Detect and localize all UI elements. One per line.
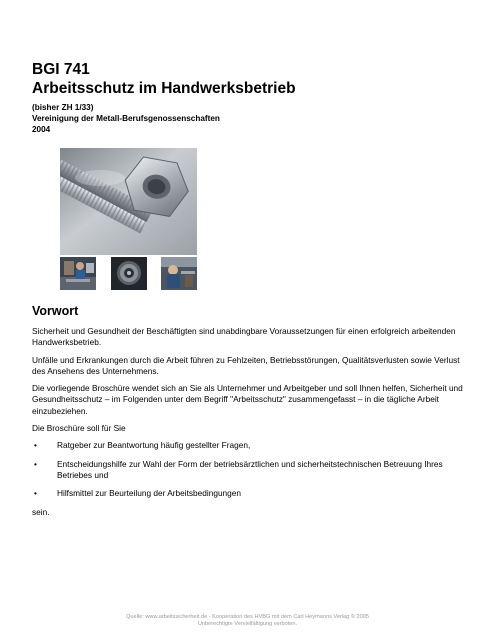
document-title: Arbeitsschutz im Handwerksbetrieb bbox=[32, 80, 296, 97]
page-footer bbox=[0, 614, 495, 628]
paragraph: Die vorliegende Broschüre wendet sich an Sie als Unternehmer und Arbeitgeber und soll Ihnen helfen, Sicherheit und Gesundheitsschutz – im Folgenden unter dem Begriff "Arbeitsschutz" zusammengefasst – in die tägliche Arbeit einzubeziehen. bbox=[32, 383, 463, 416]
list-item bbox=[32, 488, 472, 499]
thumbnail-strip bbox=[60, 257, 197, 291]
welder-photo bbox=[161, 257, 197, 290]
workshop-worker-icon bbox=[60, 257, 96, 290]
list-item-text: Entscheidungshilfe zur Wahl der Form der betriebsärztlichen und sicherheitstechnischen Betreuung Ihres Betriebes und bbox=[57, 458, 443, 480]
welder-icon bbox=[161, 257, 197, 290]
footer-copyright-notice: Unberechtigte Vervielfältigung verboten. bbox=[197, 621, 298, 627]
list-item bbox=[32, 440, 472, 451]
bolt-and-nut-icon bbox=[60, 148, 197, 255]
bullet-icon: • bbox=[34, 440, 37, 451]
document-id: BGI 741 bbox=[32, 61, 90, 78]
grinding-disc-icon bbox=[111, 257, 147, 290]
list-item-text: Ratgeber zur Beantwortung häufig gestellter Fragen, bbox=[57, 440, 251, 451]
footer-source: Quelle: www.arbeitssicherheit.de - Kooperation des HVBG mit dem Carl Heymanns Verlag © 2005 bbox=[126, 614, 369, 620]
paragraph: Sicherheit und Gesundheit der Beschäftigten sind unabdingbare Voraussetzungen für einen erfolgreich arbeitenden Handwerksbetrieb. bbox=[32, 326, 456, 348]
document-header bbox=[32, 60, 462, 135]
bullet-list bbox=[32, 440, 472, 499]
section-body bbox=[32, 326, 472, 524]
section-title: Vorwort bbox=[32, 304, 79, 318]
bullet-icon: • bbox=[34, 488, 37, 499]
paragraph: Unfälle und Erkrankungen durch die Arbeit führen zu Fehlzeiten, Betriebsstörungen, Qualitätsverlusten sowie Verlust des Ansehens des Unternehmens. bbox=[32, 354, 460, 376]
closing-text: sein. bbox=[32, 506, 50, 517]
grinding-disc-photo bbox=[111, 257, 147, 290]
paragraph: Die Broschüre soll für Sie bbox=[32, 423, 126, 434]
publication-year: 2004 bbox=[32, 125, 51, 134]
publisher: Vereinigung der Metall-Berufsgenossenschaften bbox=[32, 114, 220, 123]
bolt-and-nut-photo bbox=[60, 148, 197, 255]
bullet-icon: • bbox=[34, 458, 37, 469]
list-item-text: Hilfsmittel zur Beurteilung der Arbeitsbedingungen bbox=[57, 488, 242, 499]
workshop-worker-photo bbox=[60, 257, 96, 290]
list-item bbox=[32, 459, 472, 482]
former-id: (bisher ZH 1/33) bbox=[32, 103, 94, 112]
